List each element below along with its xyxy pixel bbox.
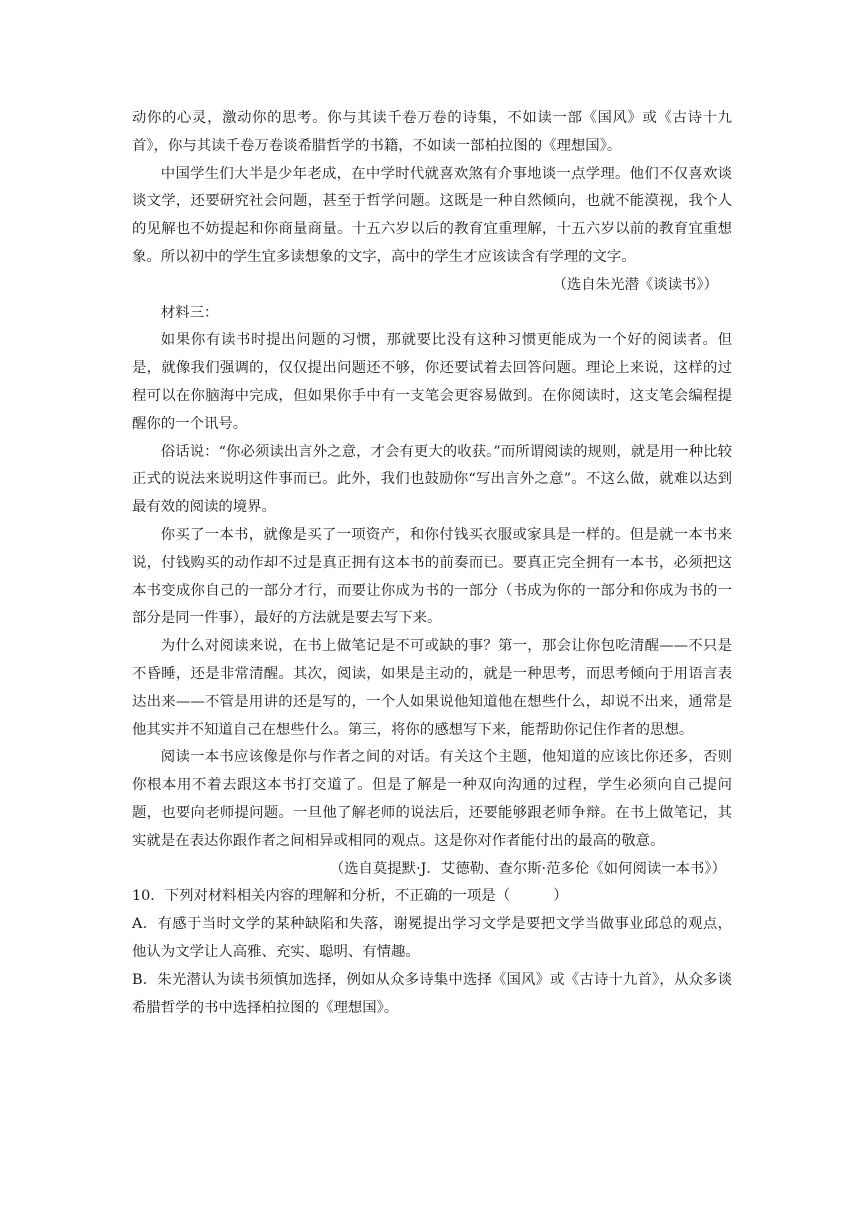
- material3-paragraph-4: 为什么对阅读来说，在书上做笔记是不可或缺的事？第一，那会让你包吃清醒——不只是不昏睡，还是非常清醒。其次，阅读，如果是主动的，就是一种思考，而思考倾向于用语言表达出来——不管是用讲的还是写的，一个人如果说他知道他在想些什么，却说不出来，通常是他其实并不知道自己在想些什么。第三，将你的感想写下来，能帮助你记住作者的思想。: [132, 638, 732, 738]
- material3-paragraph-5: 阅读一本书应该像是你与作者之间的对话。有关这个主题，他知道的应该比你还多，否则你根本用不着去跟这本书打交道了。但是了解是一种双向沟通的过程，学生必须向自己提问题，也要向老师提问题。一旦他了解老师的说法后，还要能够跟老师争辩。在书上做笔记，其实就是在表达你跟作者之间相异或相同的观点。这是你对作者能付出的最高的敬意。: [132, 749, 732, 849]
- material3-heading: 材料三：: [160, 304, 219, 321]
- material3-paragraph-1: 如果你有读书时提出问题的习惯，那就要比没有这种习惯更能成为一个好的阅读者。但是，就像我们强调的，仅仅提出问题还不够，你还要试着去回答问题。理论上来说，这样的过程可以在你脑海中完成，但如果你手中有一支笔会更容易做到。在你阅读时，这支笔会编程提醒你的一个讯号。: [132, 332, 732, 432]
- question-10-stem: 10．下列对材料相关内容的理解和分析，不正确的一项是（ ）: [132, 888, 568, 905]
- material3-paragraph-2: 俗话说：“你必须读出言外之意，才会有更大的收获。”而所谓阅读的规则，就是用一种比较正式的说法来说明这件事而已。此外，我们也鼓励你“写出言外之意”。不这么做，就难以达到最有效的阅读的境界。: [132, 443, 732, 516]
- question-10-option-b: B．朱光潜认为读书须慎加选择，例如从众多诗集中选择《国风》或《古诗十九首》，从众多谈希腊哲学的书中选择柏拉图的《理想国》。: [132, 971, 732, 1016]
- material2-paragraph: 中国学生们大半是少年老成，在中学时代就喜欢煞有介事地谈一点学理。他们不仅喜欢谈谈文学，还要研究社会问题，甚至于哲学问题。这既是一种自然倾向，也就不能漠视，我个人的见解也不妨提起和你商量商量。十五六岁以后的教育宜重理解，十五六岁以前的教育宜重想象。所以初中的学生宜多读想象的文字，高中的学生才应该读含有学理的文字。: [132, 165, 732, 265]
- material3-paragraph-3: 你买了一本书，就像是买了一项资产，和你付钱买衣服或家具是一样的。但是就一本书来说，付钱购买的动作却不过是真正拥有这本书的前奏而已。要真正完全拥有一本书，必须把这本书变成你自己的一部分才行，而要让你成为书的一部分（书成为你的一部分和你成为书的一部分是同一件事），最好的方法就是要去写下来。: [132, 526, 732, 627]
- material3-source: （选自莫提默·J．艾德勒、查尔斯·范多伦《如何阅读一本书》）: [329, 860, 726, 877]
- material2-tail-paragraph: 动你的心灵，激动你的思考。你与其读千卷万卷的诗集，不如读一部《国风》或《古诗十九首》，你与其读千卷万卷谈希腊哲学的书籍，不如读一部柏拉图的《理想国》。: [132, 110, 732, 154]
- material2-source: （选自朱光潜《谈读书》）: [552, 276, 718, 293]
- document-page: [132, 105, 732, 1022]
- question-10-option-a: A．有感于当时文学的某种缺陷和失落，谢冕提出学习文学是要把文学当做事业邱总的观点，他认为文学让人高雅、充实、聪明、有情趣。: [132, 916, 732, 960]
